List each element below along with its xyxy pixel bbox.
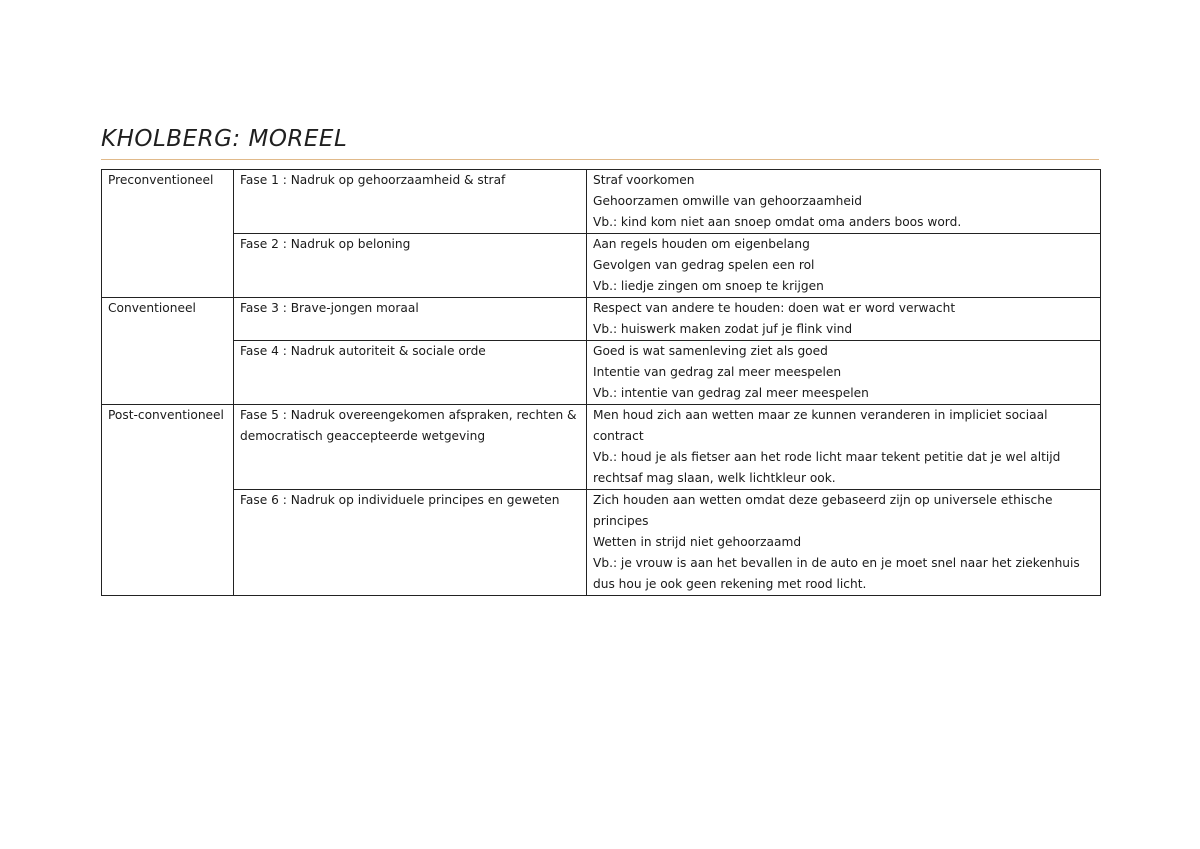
description-line: Vb.: houd je als fietser aan het rode licht maar tekent petitie dat je wel altijd rechtsaf mag slaan, welk lichtkleur ook. — [593, 450, 1061, 485]
table-row — [102, 170, 1101, 234]
description-line: Intentie van gedrag zal meer meespelen — [593, 365, 842, 379]
phase-cell: Fase 2 : Nadruk op beloning — [234, 234, 587, 298]
description-cell — [587, 341, 1101, 405]
description-line: Vb.: intentie van gedrag zal meer meespelen — [593, 386, 869, 400]
description-cell — [587, 405, 1101, 490]
description-line: Zich houden aan wetten omdat deze gebaseerd zijn op universele ethische principes — [593, 493, 1053, 528]
description-line: Goed is wat samenleving ziet als goed — [593, 344, 828, 358]
phase-cell: Fase 5 : Nadruk overeengekomen afspraken, rechten & democratisch geaccepteerde wetgeving — [234, 405, 587, 490]
phase-cell: Fase 1 : Nadruk op gehoorzaamheid & straf — [234, 170, 587, 234]
description-cell — [587, 170, 1101, 234]
description-line: Men houd zich aan wetten maar ze kunnen veranderen in impliciet sociaal contract — [593, 408, 1048, 443]
level-cell: Conventioneel — [102, 298, 234, 405]
description-line: Wetten in strijd niet gehoorzaamd — [593, 535, 802, 549]
title-underline — [101, 159, 1099, 160]
table-row — [102, 234, 1101, 298]
page-title: KHOLBERG: MOREEL — [101, 126, 348, 152]
table-row — [102, 298, 1101, 341]
level-cell: Preconventioneel — [102, 170, 234, 298]
phase-cell: Fase 4 : Nadruk autoriteit & sociale orde — [234, 341, 587, 405]
moral-development-table — [101, 169, 1101, 596]
phase-cell: Fase 3 : Brave-jongen moraal — [234, 298, 587, 341]
description-line: Vb.: liedje zingen om snoep te krijgen — [593, 279, 824, 293]
description-cell — [587, 234, 1101, 298]
description-line: Respect van andere te houden: doen wat er word verwacht — [593, 301, 956, 315]
level-cell: Post-conventioneel — [102, 405, 234, 596]
description-cell — [587, 490, 1101, 596]
description-line: Vb.: je vrouw is aan het bevallen in de auto en je moet snel naar het ziekenhuis dus hou je ook geen rekening met rood licht. — [593, 556, 1080, 591]
description-line: Gevolgen van gedrag spelen een rol — [593, 258, 815, 272]
table-row — [102, 490, 1101, 596]
description-cell — [587, 298, 1101, 341]
description-line: Straf voorkomen — [593, 173, 695, 187]
description-line: Vb.: kind kom niet aan snoep omdat oma anders boos word. — [593, 215, 962, 229]
description-line: Vb.: huiswerk maken zodat juf je flink vind — [593, 322, 853, 336]
table-row — [102, 341, 1101, 405]
table-row — [102, 405, 1101, 490]
description-line: Gehoorzamen omwille van gehoorzaamheid — [593, 194, 862, 208]
description-line: Aan regels houden om eigenbelang — [593, 237, 810, 251]
phase-cell: Fase 6 : Nadruk op individuele principes en geweten — [234, 490, 587, 596]
